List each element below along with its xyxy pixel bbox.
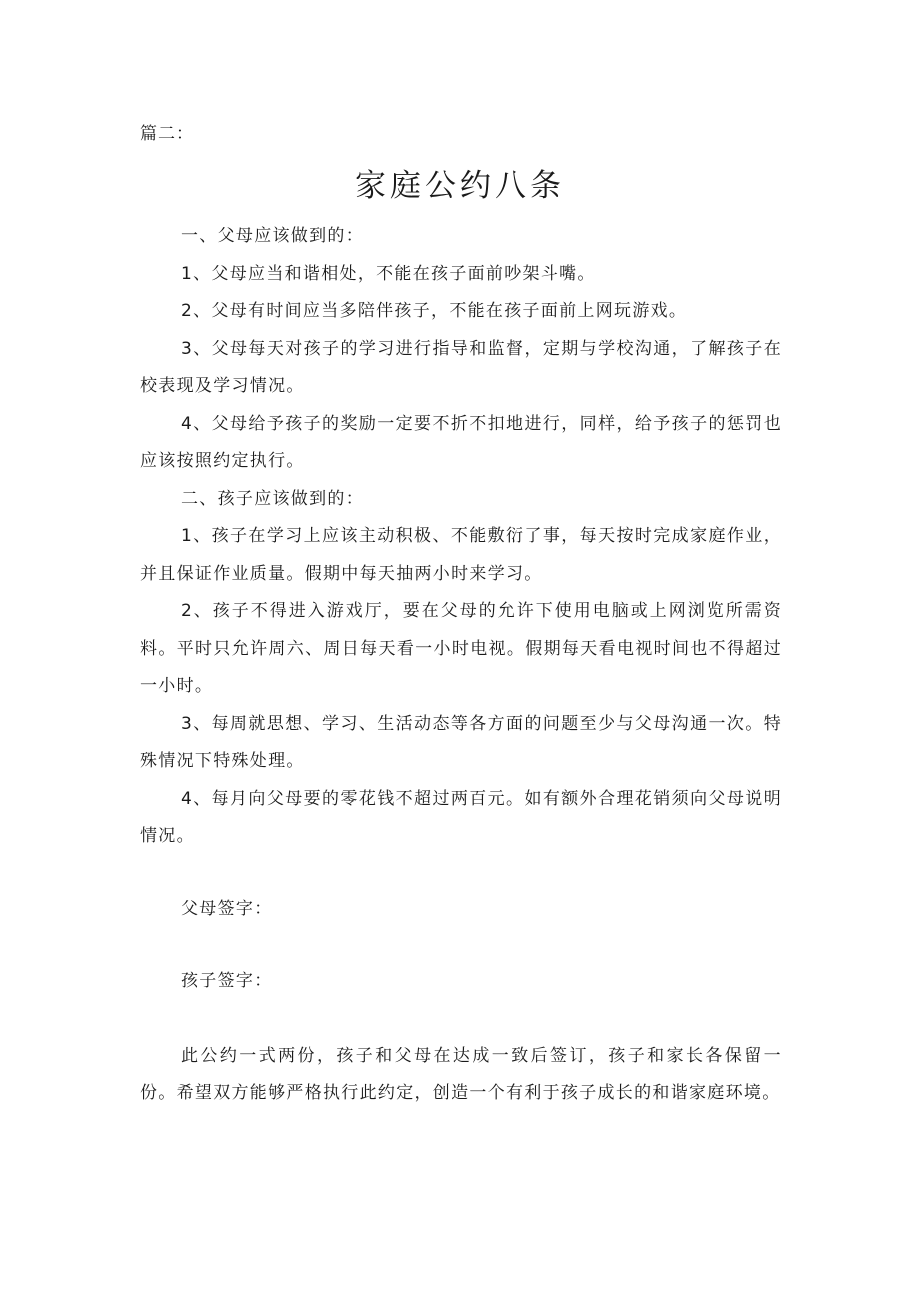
document-body: [140, 218, 782, 1113]
parents-rule-4: 4、父母给予孩子的奖励一定要不折不扣地进行，同样，给予孩子的惩罚也应该按照约定执行。: [140, 413, 782, 471]
children-rule-2: 2、孩子不得进入游戏厅，要在父母的允许下使用电脑或上网浏览所需资料。平时只允许周六、周日每天看一小时电视。假期每天看电视时间也不得超过一小时。: [140, 601, 782, 696]
parents-signature-label: 父母签字：: [181, 898, 273, 919]
children-section-heading: 二、孩子应该做到的：: [181, 488, 364, 509]
parents-rule-2: 2、父母有时间应当多陪伴孩子，不能在孩子面前上网玩游戏。: [181, 301, 688, 321]
children-rule-1: 1、孩子在学习上应该主动积极、不能敷衍了事，每天按时完成家庭作业，并且保证作业质量。假期中每天抽两小时来学习。: [140, 526, 782, 584]
parents-rule-1: 1、父母应当和谐相处，不能在孩子面前吵架斗嘴。: [181, 263, 596, 284]
document-title: 家庭公约八条: [355, 168, 565, 204]
parents-section-heading: 一、父母应该做到的：: [181, 226, 364, 246]
closing-paragraph: 此公约一式两份，孩子和父母在达成一致后签订，孩子和家长各保留一份。希望双方能够严格执行此约定，创造一个有利于孩子成长的和谐家庭环境。: [140, 1045, 782, 1103]
children-rule-3: 3、每周就思想、学习、生活动态等各方面的问题至少与父母沟通一次。特殊情况下特殊处理。: [140, 713, 782, 771]
parents-rule-3: 3、父母每天对孩子的学习进行指导和监督，定期与学校沟通，了解孩子在校表现及学习情况。: [140, 338, 782, 396]
child-signature-label: 孩子签字：: [181, 971, 273, 991]
children-rule-4: 4、每月向父母要的零花钱不超过两百元。如有额外合理花销须向父母说明情况。: [140, 788, 782, 846]
section-label: 篇二：: [140, 124, 194, 144]
